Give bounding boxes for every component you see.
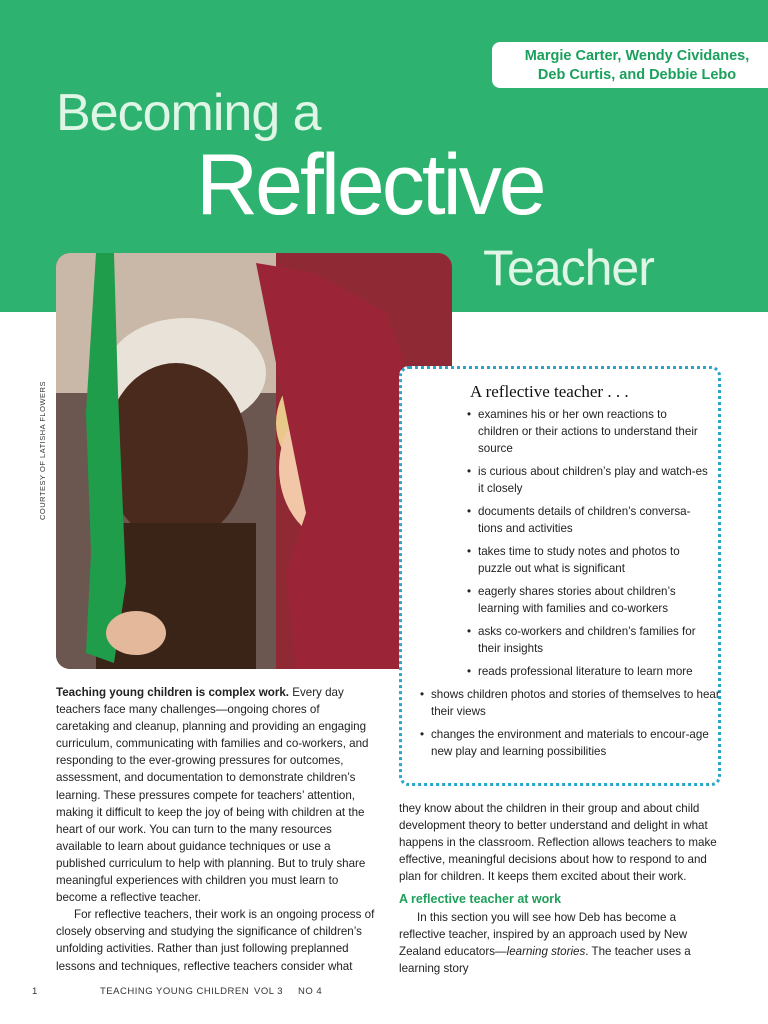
page-footer bbox=[32, 986, 732, 997]
list-item: • reads professional literature to learn more bbox=[466, 663, 710, 680]
volume: VOL 3 bbox=[254, 986, 284, 997]
section-subheading: A reflective teacher at work bbox=[399, 892, 562, 907]
list-item: • eagerly shares stories about children’s learning with families and co-workers bbox=[466, 583, 710, 617]
paragraph-text: In this section you will see how Deb has become a reflective teacher, inspired by an approach used by New Zealand educators— bbox=[399, 910, 688, 958]
title-reflective: Reflective bbox=[196, 137, 544, 233]
list-item: • asks co-workers and children’s families for their insights bbox=[466, 623, 710, 657]
body-column-left bbox=[56, 684, 376, 975]
page-number: 1 bbox=[32, 986, 38, 997]
lead-sentence: Teaching young children is complex work. bbox=[56, 686, 289, 699]
body-paragraph-3: they know about the children in their group and about child development theory to better understand and delight in what happens in the classroom. Reflection allows teachers to make effective, meaningful decisions about how to respond to and plan for children. It keeps them excited about their work. bbox=[399, 802, 717, 884]
authors-line-1: Margie Carter, Wendy Cividanes, bbox=[524, 48, 750, 64]
issue: NO 4 bbox=[298, 986, 323, 997]
author-box bbox=[492, 42, 768, 88]
title-teacher: Teacher bbox=[483, 240, 654, 296]
photo-illustration bbox=[56, 253, 452, 669]
sidebar-list bbox=[431, 406, 720, 766]
list-item: • examines his or her own reactions to children or their actions to understand their source bbox=[466, 406, 710, 457]
classroom-photo bbox=[56, 253, 452, 669]
paragraph-text: . The teacher uses a learning story bbox=[399, 944, 691, 975]
body-paragraph-2: For reflective teachers, their work is an ongoing process of closely observing and studying the significance of children’s unfolding activities. Rather than just following preplanned lessons and techniques, reflective teachers consider what bbox=[56, 908, 375, 973]
list-item: • shows children photos and stories of themselves to hear their views bbox=[419, 686, 721, 720]
authors-line-2: Deb Curtis, and Debbie Lebo bbox=[537, 67, 737, 83]
journal-name: TEACHING YOUNG CHILDREN bbox=[100, 986, 250, 997]
italic-term: learning stories bbox=[506, 944, 586, 958]
list-item: • changes the environment and materials to encour-age new play and learning possibilities bbox=[419, 726, 721, 760]
body-paragraph-1 bbox=[56, 684, 376, 906]
title-becoming: Becoming a bbox=[56, 84, 321, 142]
list-item: • takes time to study notes and photos to puzzle out what is significant bbox=[466, 543, 710, 577]
photo-credit: COURTESY OF LATISHA FLOWERS bbox=[38, 381, 47, 520]
body-paragraph-4 bbox=[399, 909, 721, 977]
list-item: • documents details of children’s conversa-tions and activities bbox=[466, 503, 710, 537]
paragraph-text: Every day teachers face many challenges—ongoing chores of caretaking and cleanup, planning and providing an engaging curriculum, communicating with families and co-workers, and responding to the ever-growing pressures for outcomes, assessment, and documentation to demonstrate children’s learning. These pressures compete for teachers’ attention, making it difficult to keep the joy of being with children at the heart of our work. You can turn to the many resources available to learn about guidance techniques or use a published curriculum to help with planning. But to truly share meaningful experiences with children you must learn to become a reflective teacher. bbox=[56, 686, 369, 905]
body-column-right bbox=[399, 800, 721, 977]
sidebar-title: A reflective teacher . . . bbox=[470, 382, 629, 401]
list-item: • is curious about children’s play and watch-es it closely bbox=[466, 463, 710, 497]
